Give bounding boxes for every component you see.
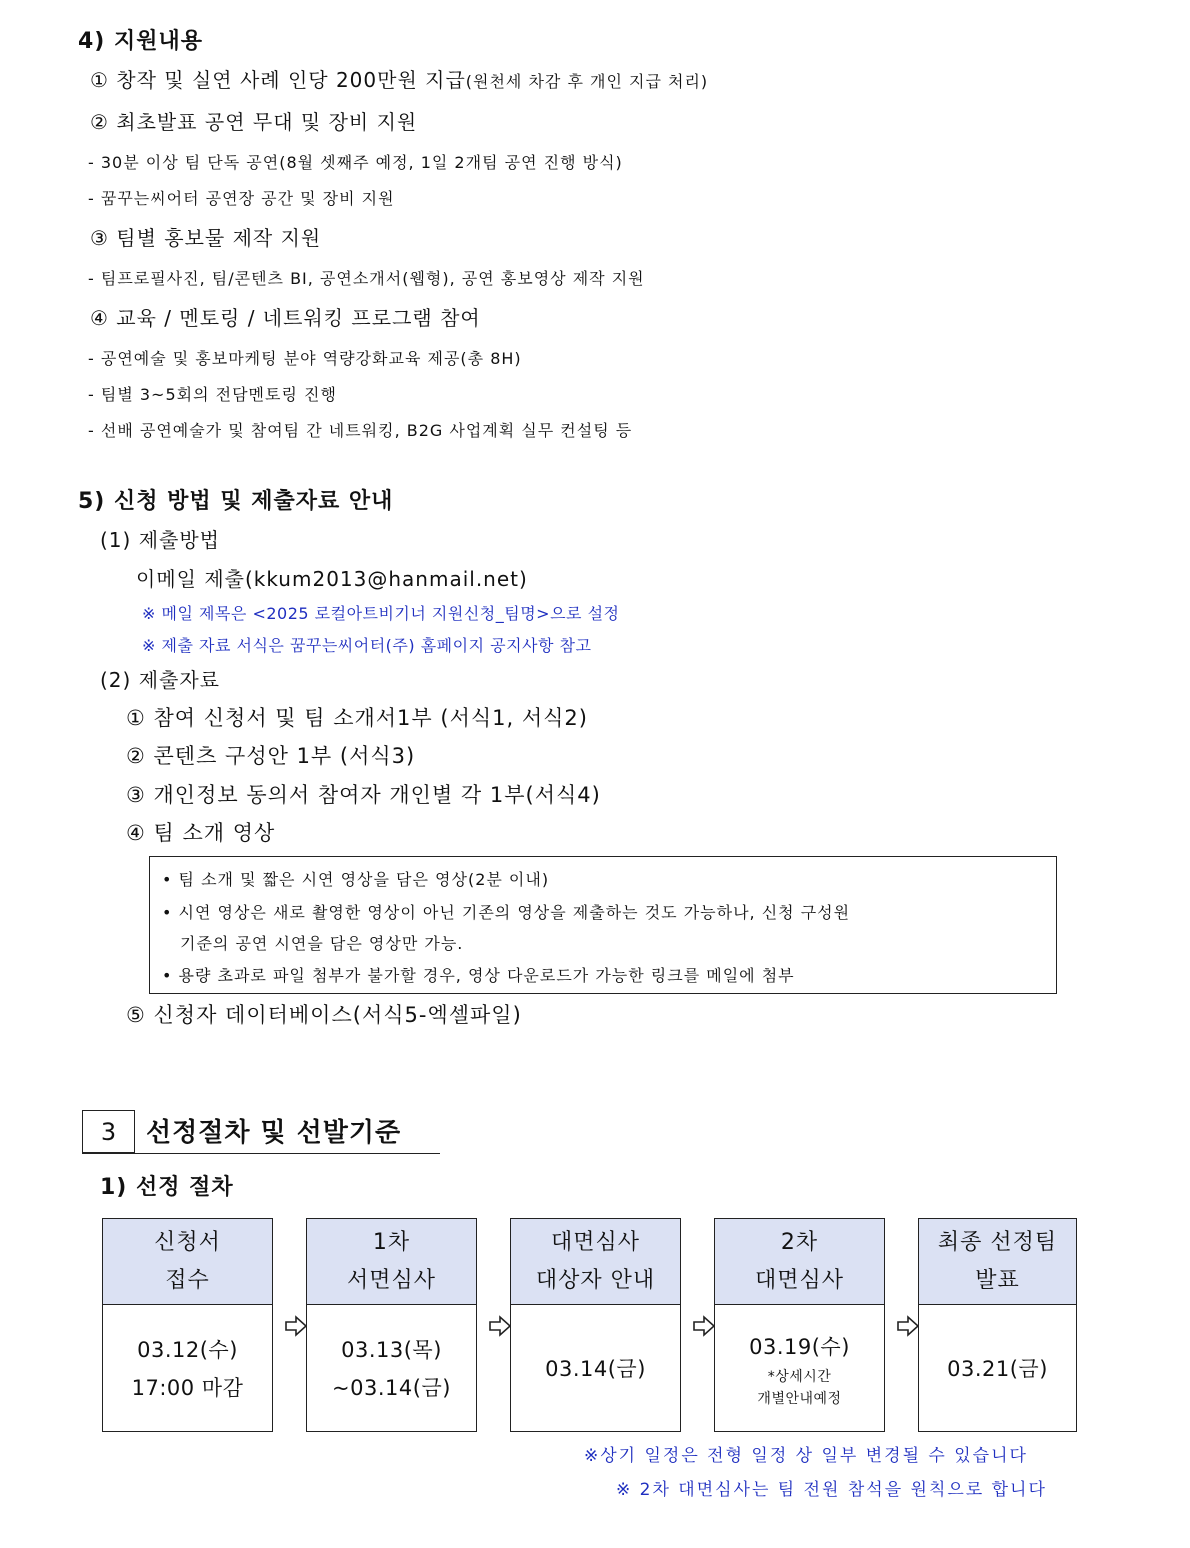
submission-materials-title: (2) 제출자료 bbox=[100, 668, 220, 692]
material-item-3: ③ 개인정보 동의서 참여자 개인별 각 1부(서식4) bbox=[126, 783, 601, 807]
step-title-line-2: 발표 bbox=[975, 1267, 1020, 1293]
video-guideline-2: • 시연 영상은 새로 촬영한 영상이 아닌 기존의 영상을 제출하는 것도 가능하나, 신청 구성원 bbox=[162, 903, 851, 922]
step-box-header bbox=[307, 1219, 476, 1305]
step-date: 03.12(수) bbox=[137, 1337, 238, 1362]
step-box-body bbox=[715, 1305, 884, 1432]
support-item-1 bbox=[90, 64, 708, 93]
form-template-note: ※ 제출 자료 서식은 꿈꾸는씨어터(주) 홈페이지 공지사항 참고 bbox=[142, 636, 592, 655]
arrow-right-icon bbox=[896, 1314, 920, 1338]
step-date: 03.14(금) bbox=[545, 1356, 646, 1381]
step-box-body bbox=[511, 1305, 680, 1432]
video-guideline-1: • 팀 소개 및 짧은 시연 영상을 담은 영상(2분 이내) bbox=[162, 870, 550, 889]
support-item-3: ③ 팀별 홍보물 제작 지원 bbox=[90, 226, 322, 250]
step-date: 03.19(수) bbox=[749, 1334, 850, 1359]
section-5-heading: 5) 신청 방법 및 제출자료 안내 bbox=[78, 489, 394, 514]
submission-method-title: (1) 제출방법 bbox=[100, 528, 220, 552]
step-box-body bbox=[103, 1305, 272, 1432]
step-date-detail: ~03.14(금) bbox=[332, 1375, 451, 1400]
section-4-heading: 4) 지원내용 bbox=[78, 29, 204, 54]
section-title: 선정절차 및 선발기준 bbox=[146, 1118, 402, 1148]
step-time-note-2: 개별안내예정 bbox=[757, 1390, 842, 1407]
submission-email: 이메일 제출(kkum2013@hanmail.net) bbox=[136, 567, 528, 591]
step-box-header bbox=[511, 1219, 680, 1305]
step-box-header bbox=[919, 1219, 1076, 1305]
step-box-1 bbox=[102, 1218, 273, 1432]
support-item-3-detail-1: - 팀프로필사진, 팀/콘텐츠 BI, 공연소개서(웹형), 공연 홍보영상 제작 지원 bbox=[88, 269, 645, 288]
step-title-line-1: 대면심사 bbox=[550, 1229, 640, 1255]
step-box-header bbox=[103, 1219, 272, 1305]
support-item-2: ② 최초발표 공연 무대 및 장비 지원 bbox=[90, 110, 418, 134]
video-guideline-3: • 용량 초과로 파일 첨부가 불가할 경우, 영상 다운로드가 가능한 링크를 메일에 첨부 bbox=[162, 966, 795, 985]
support-item-4-detail-3: - 선배 공연예술가 및 참여팀 간 네트워킹, B2G 사업계획 실무 컨설팅 등 bbox=[88, 421, 633, 440]
step-box-body bbox=[919, 1305, 1076, 1432]
step-title-line-1: 최종 선정팀 bbox=[937, 1229, 1058, 1255]
arrow-right-icon bbox=[692, 1314, 716, 1338]
arrow-right-icon bbox=[488, 1314, 512, 1338]
video-guidelines-box bbox=[149, 856, 1057, 994]
video-guideline-2-continued: 기준의 공연 시연을 담은 영상만 가능. bbox=[180, 934, 464, 953]
step-box-header bbox=[715, 1219, 884, 1305]
step-box-5 bbox=[918, 1218, 1077, 1432]
step-title-line-1: 1차 bbox=[372, 1229, 411, 1255]
step-title-line-1: 2차 bbox=[780, 1229, 819, 1255]
step-title-line-1: 신청서 bbox=[154, 1229, 221, 1255]
step-box-3 bbox=[510, 1218, 681, 1432]
support-item-1-main: ① 창작 및 실연 사례 인당 200만원 지급 bbox=[90, 68, 466, 92]
step-date: 03.21(금) bbox=[947, 1356, 1048, 1381]
material-item-1: ① 참여 신청서 및 팀 소개서1부 (서식1, 서식2) bbox=[126, 706, 588, 730]
step-box-body bbox=[307, 1305, 476, 1432]
selection-procedure-heading: 1) 선정 절차 bbox=[100, 1175, 234, 1200]
support-item-4-detail-2: - 팀별 3~5회의 전담멘토링 진행 bbox=[88, 385, 337, 404]
step-title-line-2: 서면심사 bbox=[346, 1267, 436, 1293]
support-item-2-detail-1: - 30분 이상 팀 단독 공연(8월 셋째주 예정, 1일 2개팀 공연 진행 방식) bbox=[88, 153, 623, 172]
step-title-line-2: 대상자 안내 bbox=[535, 1267, 656, 1293]
material-item-5: ⑤ 신청자 데이터베이스(서식5-엑셀파일) bbox=[126, 1003, 522, 1027]
section-title-underline bbox=[82, 1153, 440, 1154]
material-item-4: ④ 팀 소개 영상 bbox=[126, 821, 276, 845]
step-box-2 bbox=[306, 1218, 477, 1432]
support-item-4-detail-1: - 공연예술 및 홍보마케팅 분야 역량강화교육 제공(총 8H) bbox=[88, 349, 522, 368]
step-date-detail: 17:00 마감 bbox=[131, 1375, 244, 1400]
step-date: 03.13(목) bbox=[341, 1337, 442, 1362]
support-item-1-note: (원천세 차감 후 개인 지급 처리) bbox=[465, 72, 709, 91]
support-item-2-detail-2: - 꿈꾸는씨어터 공연장 공간 및 장비 지원 bbox=[88, 189, 395, 208]
material-item-2: ② 콘텐츠 구성안 1부 (서식3) bbox=[126, 744, 416, 768]
step-title-line-2: 대면심사 bbox=[754, 1267, 844, 1293]
arrow-right-icon bbox=[284, 1314, 308, 1338]
email-subject-note: ※ 메일 제목은 <2025 로컬아트비기너 지원신청_팀명>으로 설정 bbox=[142, 604, 620, 623]
step-box-4 bbox=[714, 1218, 885, 1432]
schedule-change-note: ※상기 일정은 전형 일정 상 일부 변경될 수 있습니다 bbox=[584, 1446, 1028, 1466]
attendance-note: ※ 2차 대면심사는 팀 전원 참석을 원칙으로 합니다 bbox=[616, 1480, 1047, 1500]
step-time-note-1: *상세시간 bbox=[767, 1368, 832, 1385]
support-item-4: ④ 교육 / 멘토링 / 네트워킹 프로그램 참여 bbox=[90, 306, 481, 330]
section-number: 3 bbox=[82, 1110, 135, 1153]
step-title-line-2: 접수 bbox=[165, 1267, 210, 1293]
